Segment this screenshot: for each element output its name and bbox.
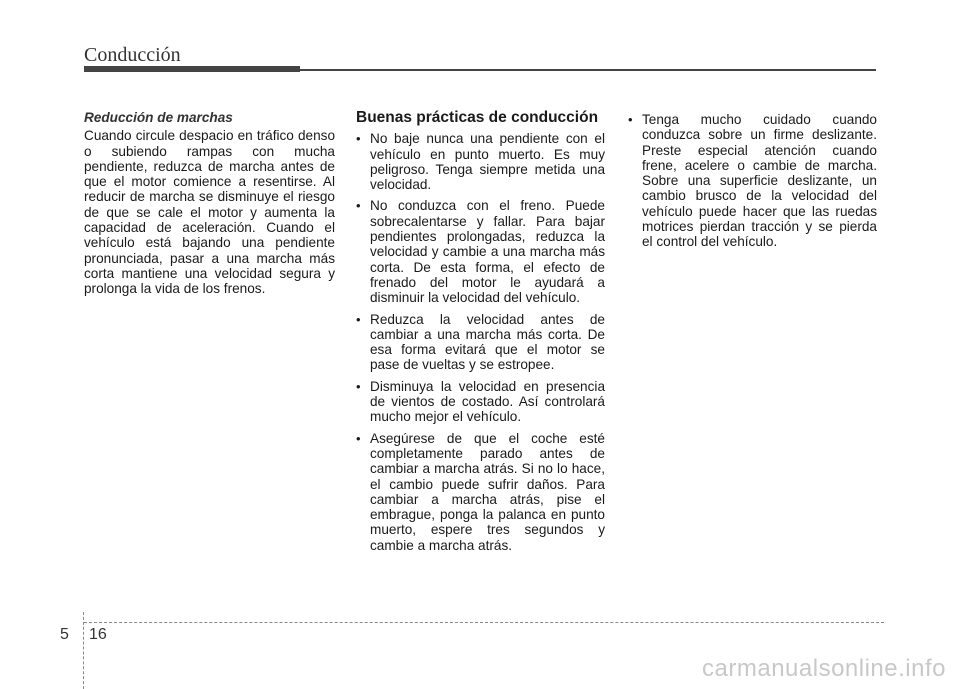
bullet-list-good-practices xyxy=(356,131,605,553)
paragraph-downshifting: Cuando circule despacio en tráfico denso o subiendo rampas con mucha pendiente, reduzca de marcha antes de que el motor comience a resentirse. Al reducir de marcha se disminuye el riesgo de que se cale el motor y aumenta la capacidad de aceleración. Cuando el vehículo está bajando una pendiente pronunciada, pasar a una marcha más corta mantiene una velocidad segura y prolonga la vida de los frenos. xyxy=(84,128,335,297)
column-downshifting xyxy=(84,110,335,297)
bullet-icon: • xyxy=(356,131,361,147)
list-item-text: Tenga mucho cuidado cuando conduzca sobre un firme deslizante. Preste especial atención cuando frene, acelere o cambie de marcha. Sobre una superficie deslizante, un cambio brusco de la velocidad del vehículo puede hacer que las ruedas motrices pierdan tracción y se pierda el control del vehículo. xyxy=(642,112,877,250)
bullet-icon: • xyxy=(356,378,361,394)
list-item xyxy=(628,112,877,250)
list-item-text: No baje nunca una pendiente con el vehículo en punto muerto. Es muy peligroso. Tenga siempre metida una velocidad. xyxy=(370,131,605,193)
page-header-title: Conducción xyxy=(84,44,181,66)
column-good-practices xyxy=(356,110,605,559)
list-item xyxy=(356,431,605,553)
bullet-icon: • xyxy=(628,112,633,127)
list-item-text: No conduzca con el freno. Puede sobrecalentarse y fallar. Para bajar pendientes prolongadas, reduzca la velocidad y cambie a una marcha más corta. De esta forma, el efecto de frenado del motor le ayudará a disminuir la velocidad del vehículo. xyxy=(370,198,605,306)
section-title-good-practices: Buenas prácticas de conducción xyxy=(356,109,599,126)
page-section-number: 5 xyxy=(60,626,69,643)
bullet-icon: • xyxy=(356,198,361,214)
list-item xyxy=(356,198,605,305)
list-item-text: Reduzca la velocidad antes de cambiar a una marcha más corta. De esa forma evitará que el motor se pase de vueltas y se estropee. xyxy=(370,311,605,373)
footer-dashed-rule xyxy=(84,622,884,623)
header-rule-thick xyxy=(84,66,300,72)
list-item xyxy=(356,312,605,373)
footer-vertical-rule xyxy=(83,612,84,689)
bullet-icon: • xyxy=(356,430,361,446)
subheading-downshifting: Reducción de marchas xyxy=(84,110,233,125)
header-rule-thin xyxy=(300,69,876,71)
list-item xyxy=(356,379,605,425)
bullet-list-slippery xyxy=(628,112,877,250)
column-slippery-surface xyxy=(628,112,877,256)
list-item xyxy=(356,131,605,192)
page-number: 16 xyxy=(89,626,107,643)
bullet-icon: • xyxy=(356,311,361,327)
list-item-text: Disminuya la velocidad en presencia de vientos de costado. Así controlará mucho mejor el vehículo. xyxy=(370,378,605,425)
watermark-text: carmanualsonline.info xyxy=(702,655,946,682)
list-item-text: Asegúrese de que el coche esté completamente parado antes de cambiar a marcha atrás. Si no lo hace, el cambio puede sufrir daños. Para cambiar a marcha atrás, pise el embrague, ponga la palanca en punto muerto, espere tres segundos y cambie a marcha atrás. xyxy=(370,430,605,553)
